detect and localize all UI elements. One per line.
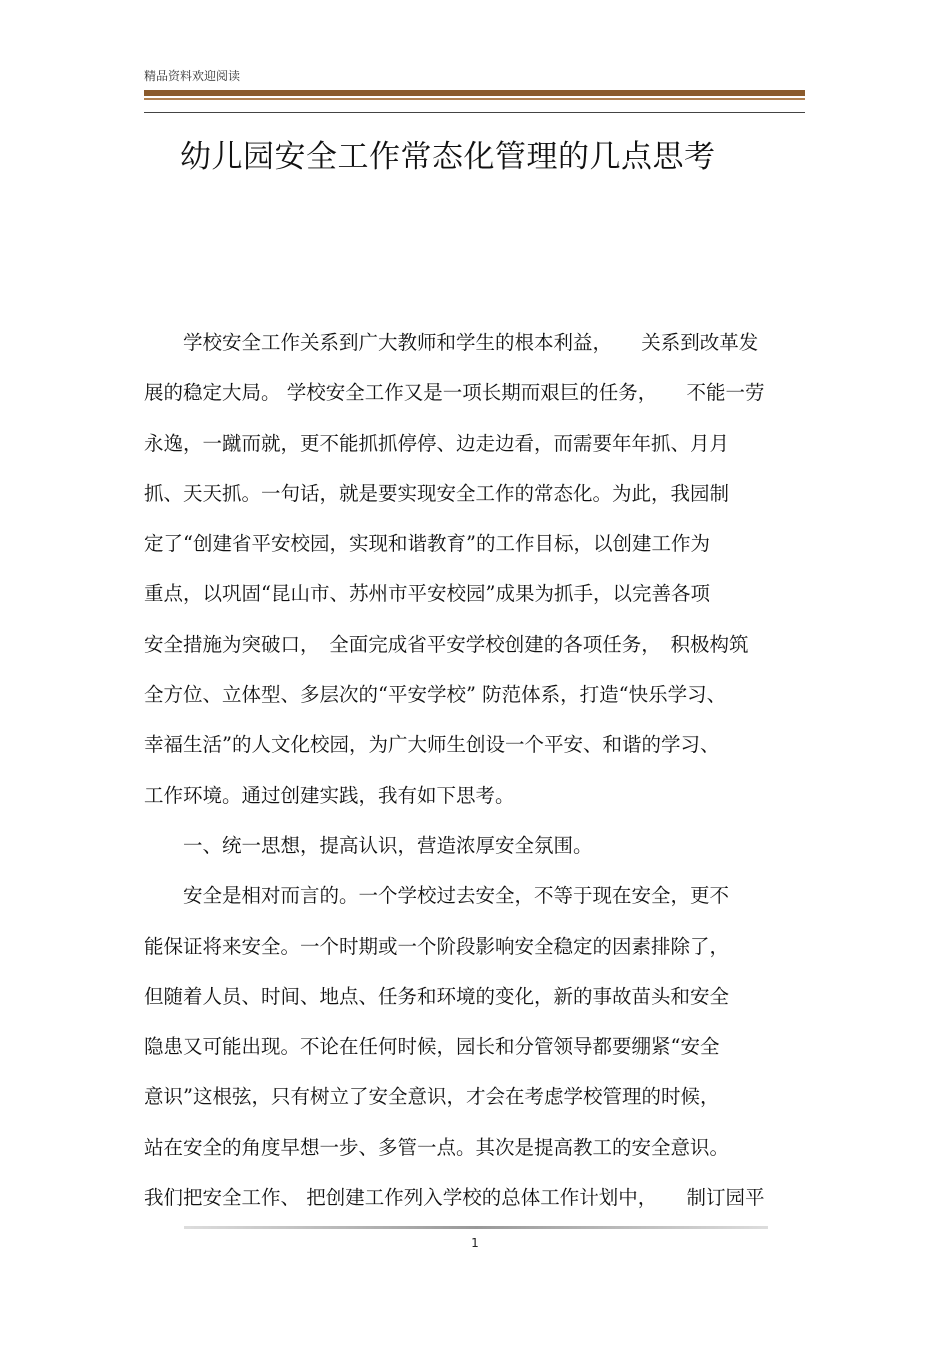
header-rule-thick xyxy=(144,90,805,96)
text-line: 全方位、立体型、多层次的“平安学校” 防范体系，打造“快乐学习、 xyxy=(144,683,727,707)
text-line: 安全措施为突破口， 全面完成省平安学校创建的各项任务， 积极构筑 xyxy=(144,632,749,656)
text-line: 展的稳定大局。 学校安全工作又是一项长期而艰巨的任务， 不能一劳 xyxy=(144,381,765,405)
text-line: 隐患又可能出现。不论在任何时候，园长和分管领导都要绷紧“安全 xyxy=(144,1035,720,1059)
text-line: 幸福生活”的人文化校园，为广大师生创设一个平安、和谐的学习、 xyxy=(144,733,720,757)
text-line: 定了“创建省平安校园，实现和谐教育”的工作目标，以创建工作为 xyxy=(144,532,710,556)
text-line: 但随着人员、时间、地点、任务和环境的变化，新的事故苗头和安全 xyxy=(144,984,730,1008)
text-line: 工作环境。通过创建实践，我有如下思考。 xyxy=(144,783,515,807)
page-number: 1 xyxy=(471,1236,479,1250)
text-line: 能保证将来安全。一个时期或一个阶段影响安全稳定的因素排除了， xyxy=(144,934,730,958)
section-heading: 一、统一思想，提高认识，营造浓厚安全氛围。 xyxy=(144,833,593,857)
body-text xyxy=(144,318,806,1223)
footer-rule xyxy=(184,1226,768,1229)
header-text: 精品资料欢迎阅读 xyxy=(144,69,241,83)
header-rule-thin xyxy=(144,98,805,100)
text-line: 站在安全的角度早想一步、多管一点。其次是提高教工的安全意识。 xyxy=(144,1135,730,1159)
header-rule-hair xyxy=(144,112,805,113)
text-line: 我们把安全工作、 把创建工作列入学校的总体工作计划中， 制订园平 xyxy=(144,1186,765,1210)
document-title: 幼儿园安全工作常态化管理的几点思考 xyxy=(180,139,716,175)
text-line: 安全是相对而言的。一个学校过去安全，不等于现在安全，更不 xyxy=(144,884,730,908)
text-line: 抓、天天抓。一句话，就是要实现安全工作的常态化。为此，我园制 xyxy=(144,481,730,505)
text-line: 重点，以巩固“昆山市、苏州市平安校园”成果为抓手，以完善各项 xyxy=(144,582,710,606)
text-line: 意识”这根弦，只有树立了安全意识，才会在考虑学校管理的时候， xyxy=(144,1085,720,1109)
text-line: 永逸，一蹴而就，更不能抓抓停停、边走边看，而需要年年抓、月月 xyxy=(144,431,730,455)
text-line: 学校安全工作关系到广大教师和学生的根本利益， 关系到改革发 xyxy=(144,331,759,354)
